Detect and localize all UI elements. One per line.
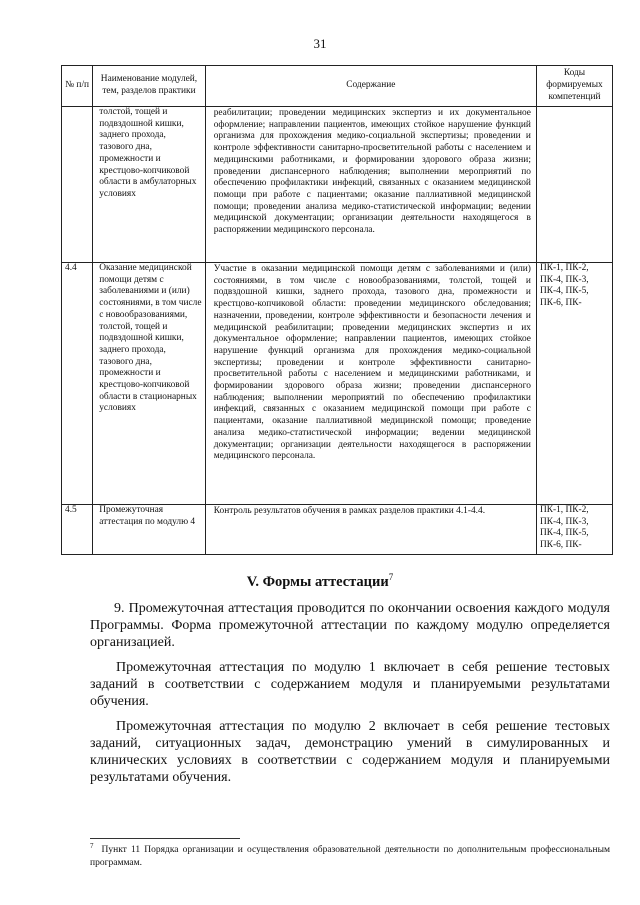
row-num	[62, 107, 93, 263]
table-header-row	[62, 66, 613, 107]
row-codes	[536, 107, 612, 263]
footnote-marker: 7	[90, 842, 94, 850]
section-title	[0, 572, 640, 591]
paragraph: 9. Промежуточная аттестация проводится по окончании освоения каждого модуля Программы. Форма промежуточной аттестации по каждому модулю определяется организацией.	[90, 601, 610, 650]
paragraph: Промежуточная аттестация по модулю 1 включает в себя решение тестовых заданий в соответствии с содержанием модуля и планируемыми результатами обучения.	[90, 660, 610, 709]
curriculum-table	[61, 65, 613, 555]
footnote-divider	[90, 838, 240, 839]
row-num: 4.5	[62, 505, 93, 555]
row-name: Промежуточная аттестация по модулю 4	[93, 505, 205, 555]
header-name: Наименование модулей, тем, разделов практики	[93, 66, 205, 107]
table-row	[62, 505, 613, 555]
footnote-text: Пункт 11 Порядка организации и осуществления образовательной деятельности по дополнительным профессиональным программам.	[90, 845, 610, 868]
row-codes: ПК-1, ПК-2, ПК-4, ПК-3, ПК-4, ПК-5, ПК-6, ПК-	[536, 505, 612, 555]
footnote-reference: 7	[388, 572, 394, 582]
row-content: реабилитации; проведении медицинских экспертиз и их документальное оформление; направлении пациентов, имеющих стойкое нарушение функций организма для прохождения медико-социальной экспертизы; проведении и контроле эффективности санитарно-просветительной работы с населением и медицинскими работниками, и формировании здорового образа жизни; проведении диспансерного наблюдения; выполнении мероприятий по обеспечению профилактики инфекций, связанных с оказанием медицинской помощи при работе с пациентами; оказание паллиативной медицинской помощи; проведении анализа медико-статистической информации; ведении медицинской документации; организации деятельности находящегося в распоряжении медицинского персонала.	[205, 107, 536, 263]
body-text	[90, 600, 610, 794]
row-num: 4.4	[62, 263, 93, 505]
page-number: 31	[313, 36, 327, 51]
table-row	[62, 263, 613, 505]
header-num: № п/п	[62, 66, 93, 107]
row-content: Участие в оказании медицинской помощи детям с заболеваниями и (или) состояниями, в том числе с новообразованиями, толстой, тощей и подвздошной кишки, заднего прохода, тазового дна, промежности и крестцово-копчиковой области: проведении медицинского обследования; назначении, проведении, контроле эффективности и безопасности лечения и медицинской реабилитации; проведении медицинских экспертиз и их документальное оформление; направлении пациентов, имеющих стойкое нарушение функций организма для прохождения медико-социальной экспертизы; проведении и контроле эффективности санитарно-просветительной работы с населением и медицинскими работниками, и формировании здорового образа жизни; проведении диспансерного наблюдения; выполнении мероприятий по обеспечению профилактики инфекций, связанных с оказанием медицинской помощи при работе с пациентами, оказание паллиативной медицинской помощи; проведение анализа медико-статистической информации; ведении медицинской документации; организации деятельности находящегося в распоряжении медицинского персонала.	[205, 263, 536, 505]
row-name: Оказание медицинской помощи детям с заболеваниями и (или) состояниями, в том числе с новообразованиями, толстой, тощей и подвздошной кишки, заднего прохода, тазового дна, промежности и крестцово-копчиковой области в стационарных условиях	[93, 263, 205, 505]
row-name: толстой, тощей и подвздошной кишки, заднего прохода, тазового дна, промежности и крестцово-копчиковой области в амбулаторных условиях	[93, 107, 205, 263]
table-row	[62, 107, 613, 263]
footnote	[90, 842, 610, 869]
paragraph: Промежуточная аттестация по модулю 2 включает в себя решение тестовых заданий, ситуационных задач, демонстрацию умений в симулированных и клинических условиях в соответствии с содержанием модуля и планируемыми результатами обучения.	[90, 719, 610, 785]
row-content: Контроль результатов обучения в рамках разделов практики 4.1-4.4.	[205, 505, 536, 555]
header-codes: Коды формируемых компетенций	[536, 66, 612, 107]
header-content: Содержание	[205, 66, 536, 107]
row-codes: ПК-1, ПК-2, ПК-4, ПК-3, ПК-4, ПК-5, ПК-6, ПК-	[536, 263, 612, 505]
section-title-text: V. Формы аттестации	[246, 573, 389, 590]
